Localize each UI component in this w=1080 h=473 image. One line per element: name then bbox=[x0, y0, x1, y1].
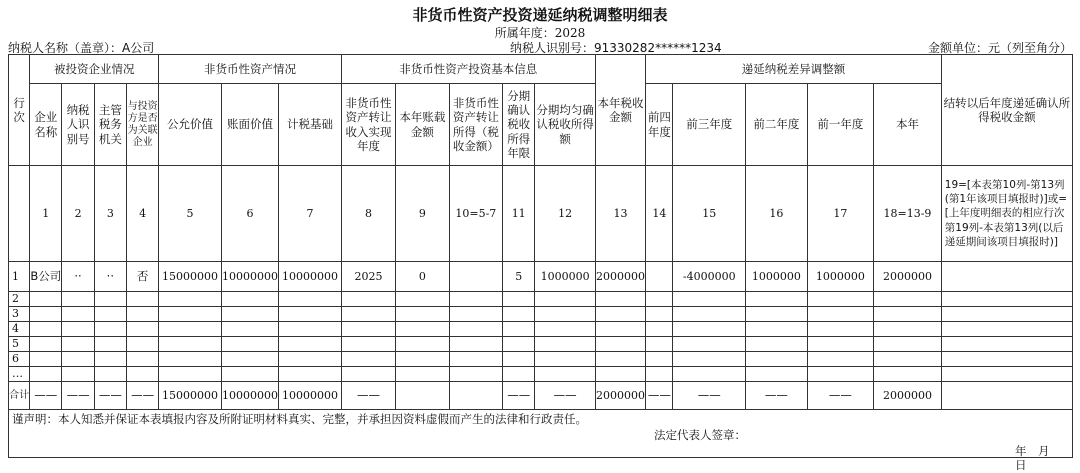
header-col: 分期确认税收所得年限 bbox=[503, 84, 535, 166]
header-col: 账面价值 bbox=[221, 84, 278, 166]
table-row bbox=[9, 307, 1073, 322]
header-col: 前四年度 bbox=[646, 84, 673, 166]
col-number: 13 bbox=[595, 166, 645, 262]
cell: 1000000 bbox=[746, 262, 808, 292]
cell: 否 bbox=[126, 262, 158, 292]
cell: 10000000 bbox=[279, 262, 342, 292]
col-number: 11 bbox=[503, 166, 535, 262]
total-col18: 2000000 bbox=[874, 382, 942, 410]
col-number: 18=13-9 bbox=[874, 166, 942, 262]
cell: 2025 bbox=[341, 262, 395, 292]
header-row-no: 行次 bbox=[9, 55, 30, 166]
cell bbox=[449, 262, 502, 292]
row-number: … bbox=[9, 367, 30, 382]
dash-cell: —— bbox=[62, 382, 94, 410]
header-col: 前一年度 bbox=[807, 84, 874, 166]
total-label: 合计 bbox=[9, 382, 30, 410]
col-number: 14 bbox=[646, 166, 673, 262]
header-col: 前三年度 bbox=[673, 84, 746, 166]
total-row bbox=[9, 382, 1073, 410]
col-number: 9 bbox=[396, 166, 449, 262]
header-col: 公允价值 bbox=[159, 84, 222, 166]
cell: 5 bbox=[503, 262, 535, 292]
cell: 1000000 bbox=[807, 262, 874, 292]
total-fair-value: 15000000 bbox=[159, 382, 222, 410]
table-row bbox=[9, 352, 1073, 367]
header-basic-group: 非货币性资产投资基本信息 bbox=[341, 55, 595, 84]
cell: 2000000 bbox=[595, 262, 645, 292]
col-number: 3 bbox=[94, 166, 126, 262]
col-number: 10=5-7 bbox=[449, 166, 502, 262]
header-invested-group: 被投资企业情况 bbox=[30, 55, 159, 84]
col-number: 6 bbox=[221, 166, 278, 262]
table-row bbox=[9, 337, 1073, 352]
cell: ·· bbox=[94, 262, 126, 292]
header-col: 主管税务机关 bbox=[94, 84, 126, 166]
dash-cell: —— bbox=[673, 382, 746, 410]
header-carry-forward: 结转以后年度递延确认所得税收金额 bbox=[941, 55, 1072, 166]
dash-cell: —— bbox=[30, 382, 62, 410]
col-number: 5 bbox=[159, 166, 222, 262]
col-number: 4 bbox=[126, 166, 158, 262]
amount-unit: 金额单位：元（列至角分） bbox=[927, 41, 1072, 55]
declaration-text: 谨声明：本人知悉并保证本表填报内容及所附证明材料真实、完整，并承担因资料虚假而产生的法律和行政责任。 bbox=[12, 412, 587, 426]
dash-cell: —— bbox=[94, 382, 126, 410]
col19-formula-note: 19=[本表第10列-第13列(第1年该项目填报时)]或=[上年度明细表的相应行次第19列-本表第13列(以后递延期间该项目填报时)] bbox=[941, 166, 1072, 262]
header-asset-group: 非货币性资产情况 bbox=[159, 55, 342, 84]
total-tax-basis: 10000000 bbox=[279, 382, 342, 410]
col-number: 1 bbox=[30, 166, 62, 262]
col-number: 7 bbox=[279, 166, 342, 262]
header-col: 纳税人识别号 bbox=[62, 84, 94, 166]
cell: 10000000 bbox=[221, 262, 278, 292]
col-number: 12 bbox=[535, 166, 596, 262]
table-row bbox=[9, 262, 1073, 292]
header-col: 企业名称 bbox=[30, 84, 62, 166]
cell: B公司 bbox=[30, 262, 62, 292]
dash-cell: —— bbox=[126, 382, 158, 410]
row-number: 5 bbox=[9, 337, 30, 352]
dash-cell: —— bbox=[746, 382, 808, 410]
cell: 2000000 bbox=[874, 262, 942, 292]
footer bbox=[9, 410, 1073, 473]
table-row bbox=[9, 292, 1073, 307]
row-number: 6 bbox=[9, 352, 30, 367]
total-col13: 2000000 bbox=[595, 382, 645, 410]
row-number: 1 bbox=[9, 262, 30, 292]
header-deferred-group: 递延纳税差异调整额 bbox=[646, 55, 942, 84]
cell: 1000000 bbox=[535, 262, 596, 292]
dash-cell: —— bbox=[535, 382, 596, 410]
dash-cell: —— bbox=[646, 382, 673, 410]
cell: 15000000 bbox=[159, 262, 222, 292]
taxpayer-id: 纳税人识别号：91330282******1234 bbox=[510, 41, 722, 55]
col-number: 16 bbox=[746, 166, 808, 262]
header-col: 非货币性资产转让收入实现年度 bbox=[341, 84, 395, 166]
col-number: 8 bbox=[341, 166, 395, 262]
row-number: 3 bbox=[9, 307, 30, 322]
total-book-value: 10000000 bbox=[221, 382, 278, 410]
table-row bbox=[9, 322, 1073, 337]
dash-cell: —— bbox=[341, 382, 395, 410]
header-col: 计税基础 bbox=[279, 84, 342, 166]
cell: 0 bbox=[396, 262, 449, 292]
cell: -4000000 bbox=[673, 262, 746, 292]
taxpayer-name: 纳税人名称（盖章）：A公司 bbox=[8, 41, 155, 55]
header-col: 分期均匀确认税收所得额 bbox=[535, 84, 596, 166]
col-number: 15 bbox=[673, 166, 746, 262]
dash-cell: —— bbox=[503, 382, 535, 410]
adjustment-table bbox=[8, 54, 1073, 473]
header-col: 与投资方是否为关联企业 bbox=[126, 84, 158, 166]
header-col: 本年 bbox=[874, 84, 942, 166]
date-label: 年 月 日 bbox=[1015, 444, 1061, 473]
cell: ·· bbox=[62, 262, 94, 292]
col-number: 17 bbox=[807, 166, 874, 262]
cell bbox=[941, 262, 1072, 292]
dash-cell: —— bbox=[807, 382, 874, 410]
form-title: 非货币性资产投资递延纳税调整明细表 bbox=[412, 6, 668, 24]
cell bbox=[646, 262, 673, 292]
header-remaining: 本年税收金额 bbox=[595, 55, 645, 166]
signature-label: 法定代表人签章： bbox=[654, 428, 746, 442]
header-col: 本年账载金额 bbox=[396, 84, 449, 166]
row-number: 4 bbox=[9, 322, 30, 337]
row-number: 2 bbox=[9, 292, 30, 307]
tax-year: 所属年度：2028 bbox=[494, 26, 586, 40]
header-col: 前二年度 bbox=[746, 84, 808, 166]
header-col: 非货币性资产转让所得（税收金额） bbox=[449, 84, 502, 166]
col-number: 2 bbox=[62, 166, 94, 262]
table-row bbox=[9, 367, 1073, 382]
